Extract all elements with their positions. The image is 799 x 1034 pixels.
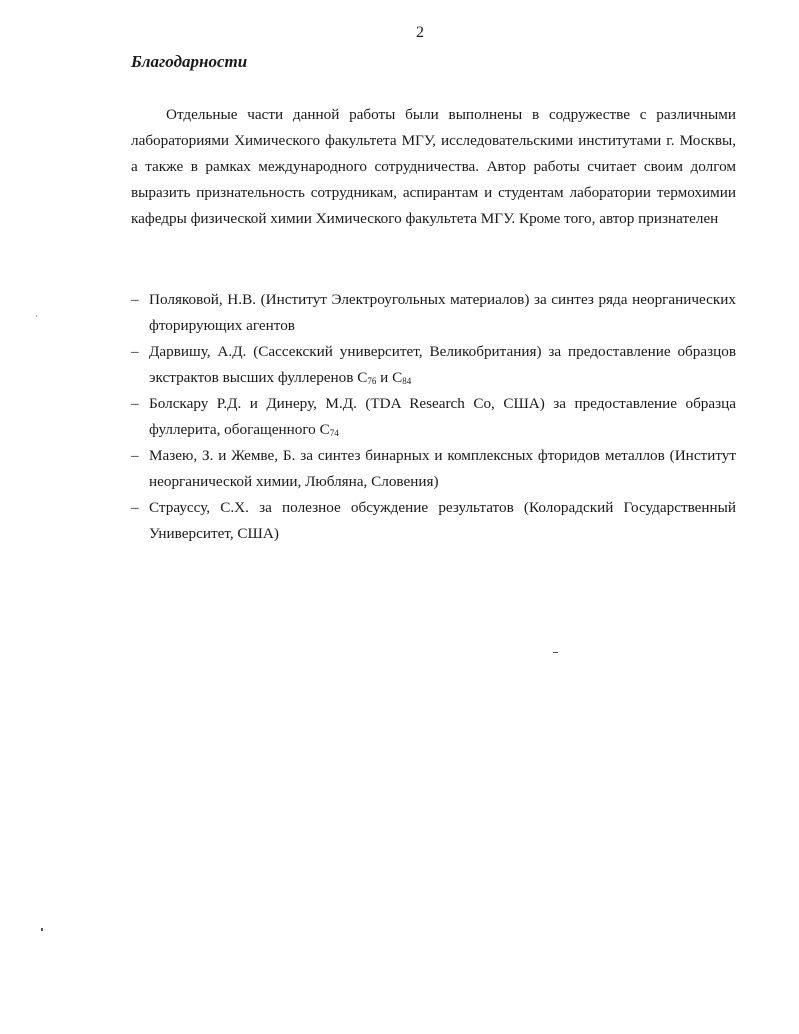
acknowledgement-item bbox=[131, 495, 736, 547]
acknowledgement-item bbox=[131, 443, 736, 495]
acknowledgement-text-continued: и C bbox=[376, 369, 403, 386]
acknowledgement-item bbox=[131, 287, 736, 339]
acknowledgement-list bbox=[131, 287, 736, 547]
subscript: 76 bbox=[367, 376, 377, 386]
acknowledgement-text: Дарвишу, А.Д. (Сассекский университет, Великобритания) за предоставление образцов экстрактов высших фуллеренов C bbox=[149, 343, 736, 386]
subscript: 84 bbox=[402, 376, 412, 386]
acknowledgement-text: Поляковой, Н.В. (Институт Электроугольных материалов) за синтез ряда неорганических фторирующих агентов bbox=[149, 291, 736, 334]
acknowledgement-item bbox=[131, 339, 736, 391]
page-number: 2 bbox=[416, 24, 424, 41]
subscript: 74 bbox=[329, 428, 339, 438]
acknowledgement-text: Мазею, З. и Жемве, Б. за синтез бинарных и комплексных фторидов металлов (Институт неорганической химии, Любляна, Словения) bbox=[149, 447, 736, 490]
intro-paragraph: Отдельные части данной работы были выполнены в содружестве с различными лабораториями Химического факультета МГУ, исследовательскими институтами г. Москвы, а также в рамках международного сотрудничества. Автор работы считает своим долгом выразить признательность сотрудникам, аспирантам и студентам лаборатории термохимии кафедры физической химии Химического факультета МГУ. Кроме того, автор признателен bbox=[131, 106, 736, 227]
scan-speck bbox=[36, 315, 37, 317]
page-title: Благодарности bbox=[131, 52, 248, 71]
acknowledgement-text: Страуссу, С.Х. за полезное обсуждение результатов (Колорадский Государственный Университет, США) bbox=[149, 499, 736, 542]
acknowledgement-text: Болскару Р.Д. и Динеру, М.Д. (TDA Research Co, США) за предоставление образца фуллерита, обогащенного C bbox=[149, 395, 736, 438]
scan-speck bbox=[41, 928, 43, 931]
acknowledgement-item bbox=[131, 391, 736, 443]
scan-speck bbox=[553, 652, 558, 653]
